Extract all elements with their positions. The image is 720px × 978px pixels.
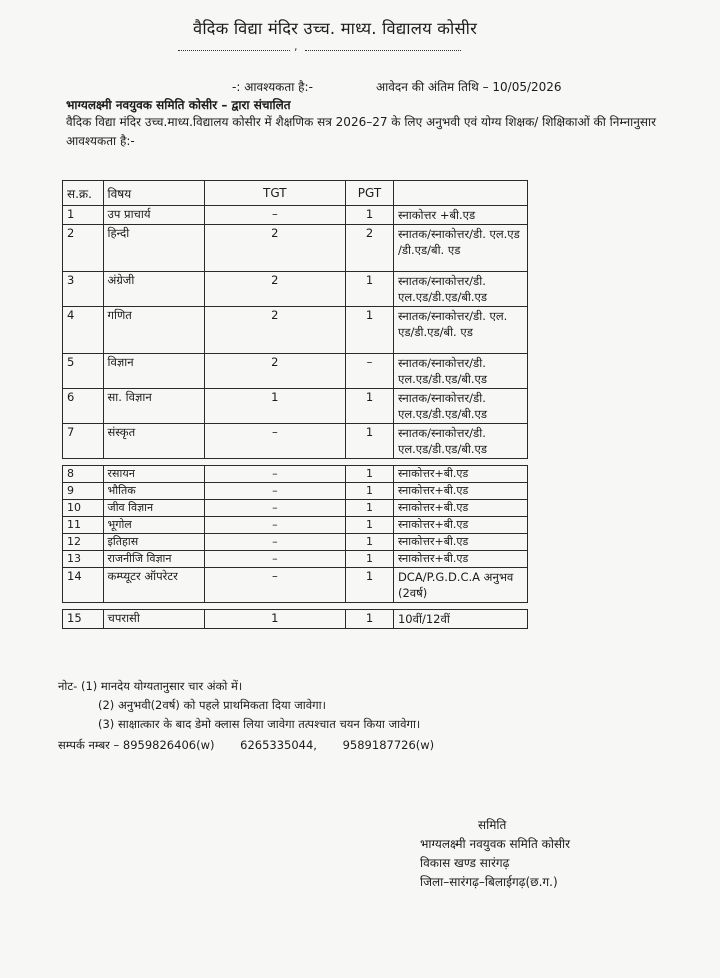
cell-sn: 2 <box>63 225 104 272</box>
table-row <box>63 206 528 225</box>
table-row <box>63 354 528 389</box>
table-gap <box>63 459 528 466</box>
cell-tgt: – <box>204 517 345 534</box>
cell-sn: 10 <box>63 500 104 517</box>
table-row <box>63 307 528 354</box>
header-sn: स.क्र. <box>63 181 104 206</box>
header-qualification <box>393 181 527 206</box>
table-row <box>63 610 528 629</box>
contact-phone-1: सम्पर्क नम्बर – 8959826406(w) <box>58 738 215 752</box>
contact-phone-2: 6265335044, <box>240 738 317 752</box>
contact-phone-3: 9589187726(w) <box>342 738 435 752</box>
cell-sn: 4 <box>63 307 104 354</box>
cell-subject: सा. विज्ञान <box>103 389 204 424</box>
header-tgt: TGT <box>204 181 345 206</box>
cell-sn: 5 <box>63 354 104 389</box>
contact-line <box>58 738 456 753</box>
cell-tgt: 2 <box>204 272 345 307</box>
table-row <box>63 483 528 500</box>
table-row <box>63 500 528 517</box>
table-row <box>63 517 528 534</box>
cell-sn: 12 <box>63 534 104 551</box>
cell-subject: राजनीजि विज्ञान <box>103 551 204 568</box>
header-subject: विषय <box>103 181 204 206</box>
cell-sn: 15 <box>63 610 104 629</box>
cell-subject: गणित <box>103 307 204 354</box>
application-deadline: आवेदन की अंतिम तिथि – 10/05/2026 <box>376 80 562 94</box>
cell-qualification: DCA/P.G.D.C.A अनुभव (2वर्ष) <box>393 568 527 603</box>
cell-tgt: 1 <box>204 389 345 424</box>
signature-block <box>420 816 570 892</box>
table-header-row <box>63 181 528 206</box>
cell-tgt: 2 <box>204 307 345 354</box>
cell-pgt: 1 <box>346 424 394 459</box>
note-item: (3) साक्षात्कार के बाद डेमो क्लास लिया जावेगा तत्पश्चात चयन किया जावेगा। <box>98 717 421 731</box>
notes-section <box>58 677 420 734</box>
notes-label: नोट- <box>58 679 78 693</box>
gap-cell <box>63 603 528 610</box>
cell-tgt: – <box>204 551 345 568</box>
cell-sn: 13 <box>63 551 104 568</box>
cell-pgt: – <box>346 354 394 389</box>
cell-pgt: 1 <box>346 206 394 225</box>
header-pgt: PGT <box>346 181 394 206</box>
cell-subject: चपरासी <box>103 610 204 629</box>
cell-pgt: 1 <box>346 466 394 483</box>
table-row <box>63 225 528 272</box>
cell-subject: विज्ञान <box>103 354 204 389</box>
table-row <box>63 424 528 459</box>
cell-qualification: स्नातक/स्नाकोत्तर/डी. एल.एड/डी.एड/बी.एड <box>393 354 527 389</box>
organization-line: भाग्यलक्ष्मी नवयुवक समिति कोसीर – द्वारा संचालित <box>66 98 291 112</box>
cell-subject: रसायन <box>103 466 204 483</box>
cell-subject: भौतिक <box>103 483 204 500</box>
table-row <box>63 389 528 424</box>
cell-sn: 14 <box>63 568 104 603</box>
cell-qualification: 10वीं/12वीं <box>393 610 527 629</box>
cell-qualification: स्नाकोत्तर+बी.एड <box>393 534 527 551</box>
cell-sn: 7 <box>63 424 104 459</box>
dotted-line-left <box>178 44 290 51</box>
table-row <box>63 534 528 551</box>
cell-qualification: स्नाकोत्तर+बी.एड <box>393 517 527 534</box>
cell-tgt: – <box>204 534 345 551</box>
cell-qualification: स्नातक/स्नाकोत्तर/डी. एल.एड /डी.एड/बी. एड <box>393 225 527 272</box>
cell-tgt: 2 <box>204 225 345 272</box>
table-row <box>63 272 528 307</box>
vacancy-table <box>62 180 528 629</box>
cell-pgt: 1 <box>346 551 394 568</box>
cell-tgt: 2 <box>204 354 345 389</box>
note-item: (1) मानदेय योग्यतानुसार चार अंको में। <box>80 679 243 693</box>
cell-subject: संस्कृत <box>103 424 204 459</box>
cell-subject: उप प्राचार्य <box>103 206 204 225</box>
signature-line: विकास खण्ड सारंगढ़ <box>420 856 510 870</box>
cell-tgt: – <box>204 568 345 603</box>
cell-subject: भूगोल <box>103 517 204 534</box>
cell-qualification: स्नातक/स्नाकोत्तर/डी. एल.एड/डी.एड/बी.एड <box>393 272 527 307</box>
cell-sn: 6 <box>63 389 104 424</box>
cell-qualification: स्नातक/स्नाकोत्तर/डी. एल. एड/डी.एड/बी. एड <box>393 307 527 354</box>
cell-tgt: – <box>204 206 345 225</box>
cell-tgt: – <box>204 466 345 483</box>
school-title: वैदिक विद्या मंदिर उच्च. माध्य. विद्यालय कोसीर <box>192 19 478 38</box>
cell-subject: अंग्रेजी <box>103 272 204 307</box>
note-item: (2) अनुभवी(2वर्ष) को पहले प्राथमिकता दिया जावेगा। <box>98 698 326 712</box>
note-row <box>58 677 420 696</box>
cell-pgt: 1 <box>346 272 394 307</box>
cell-qualification: स्नाकोत्तर+बी.एड <box>393 500 527 517</box>
cell-sn: 9 <box>63 483 104 500</box>
header-dotted-lines <box>178 44 468 54</box>
cell-qualification: स्नाकोत्तर+बी.एड <box>393 466 527 483</box>
cell-sn: 3 <box>63 272 104 307</box>
cell-qualification: स्नाकोत्तर +बी.एड <box>393 206 527 225</box>
cell-subject: जीव विज्ञान <box>103 500 204 517</box>
signature-title: समिति <box>478 818 507 832</box>
cell-pgt: 1 <box>346 483 394 500</box>
cell-tgt: 1 <box>204 610 345 629</box>
cell-pgt: 1 <box>346 517 394 534</box>
cell-tgt: – <box>204 483 345 500</box>
table-row <box>63 466 528 483</box>
cell-qualification: स्नातक/स्नाकोत्तर/डी. एल.एड/डी.एड/बी.एड <box>393 389 527 424</box>
signature-line: जिला–सारंगढ़–बिलाईगढ़(छ.ग.) <box>420 875 558 889</box>
cell-pgt: 1 <box>346 500 394 517</box>
cell-sn: 1 <box>63 206 104 225</box>
cell-pgt: 1 <box>346 568 394 603</box>
gap-cell <box>63 459 528 466</box>
cell-tgt: – <box>204 424 345 459</box>
table-row <box>63 568 528 603</box>
cell-qualification: स्नाकोत्तर+बी.एड <box>393 483 527 500</box>
cell-qualification: स्नातक/स्नाकोत्तर/डी. एल.एड/डी.एड/बी.एड <box>393 424 527 459</box>
table-gap <box>63 603 528 610</box>
cell-tgt: – <box>204 500 345 517</box>
intro-paragraph: वैदिक विद्या मंदिर उच्च.माध्य.विद्यालय कोसीर में शैक्षणिक सत्र 2026–27 के लिए अनुभवी एवं योग्य शिक्षक/ शिक्षिकाओं की निम्नानुसार आवश्यकता है:- <box>66 115 657 148</box>
signature-line: भाग्यलक्ष्मी नवयुवक समिति कोसीर <box>420 837 571 851</box>
cell-pgt: 1 <box>346 307 394 354</box>
cell-pgt: 1 <box>346 610 394 629</box>
cell-sn: 11 <box>63 517 104 534</box>
table-row <box>63 551 528 568</box>
cell-subject: इतिहास <box>103 534 204 551</box>
dotted-line-right <box>305 44 461 51</box>
cell-qualification: स्नाकोत्तर+बी.एड <box>393 551 527 568</box>
requirement-heading: -: आवश्यकता है:- <box>232 80 313 94</box>
cell-pgt: 1 <box>346 534 394 551</box>
header-separator: , <box>294 44 298 53</box>
cell-subject: हिन्दी <box>103 225 204 272</box>
cell-pgt: 1 <box>346 389 394 424</box>
cell-sn: 8 <box>63 466 104 483</box>
cell-subject: कम्प्यूटर ऑपरेटर <box>103 568 204 603</box>
cell-pgt: 2 <box>346 225 394 272</box>
